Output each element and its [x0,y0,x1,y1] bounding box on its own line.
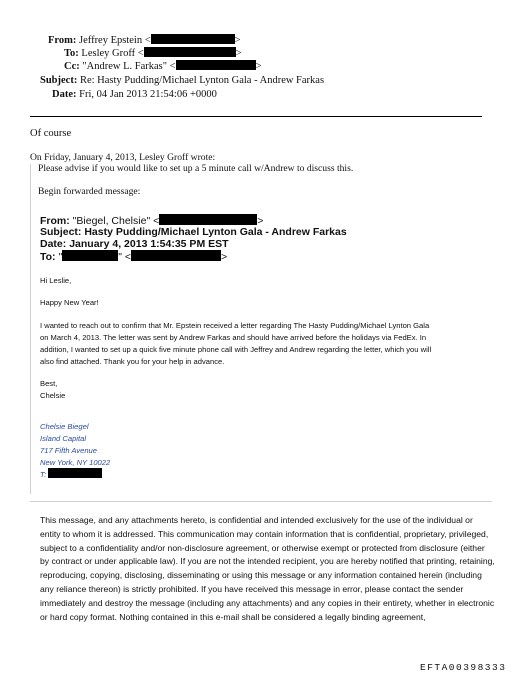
fwd-date-value: January 4, 2013 1:54:35 PM EST [69,238,229,250]
fwd-date [40,238,229,250]
new-year-line: Happy New Year! [40,298,99,307]
signature-phone [40,468,102,481]
fwd-from: From: "Biegel, Chelsie" < > [40,215,264,227]
to-value: Lesley Groff < [81,48,144,59]
header-subject [40,74,324,88]
from-label: From: [48,35,77,46]
subject-value: Re: Hasty Pudding/Michael Lynton Gala - Andrew Farkas [79,75,325,86]
quote-line: Please advise if you would like to set up a 5 minute call w/Andrew to discuss this. [38,163,354,174]
cc-value: "Andrew L. Farkas" < [82,61,176,72]
paragraph-line: also find attached. Thank you for your help in advance. [40,357,225,366]
bates-number: EFTA00398333 [420,662,507,673]
quote-intro: On Friday, January 4, 2013, Lesley Groff wrote: [30,152,216,163]
redaction-box [48,468,102,478]
fwd-subject-value: Hasty Pudding/Michael Lynton Gala - Andrew Farkas [84,226,347,238]
signature-address2: New York, NY 10022 [40,458,111,467]
date-value: Fri, 04 Jan 2013 21:54:06 +0000 [79,89,217,100]
signature-company: Island Capital [40,434,87,443]
redaction-box [62,250,118,261]
phone-label: T: [40,470,47,479]
paragraph-line: addition, I wanted to set up a quick five minute phone call with Jeffrey and Andrew regarding the letter, which you will [40,345,432,354]
fwd-subject [40,226,347,238]
cc-label: Cc: [64,61,80,72]
fwd-from-label: From: [40,215,70,227]
redaction-box [131,250,221,261]
redaction-box [176,60,256,70]
sender-name: Chelsie [40,391,66,400]
begin-forwarded: Begin forwarded message: [38,186,141,197]
closing: Best, [40,379,58,388]
date-label: Date: [52,89,77,100]
header-to: To: Lesley Groff < > [64,48,242,59]
disclaimer-divider [30,501,492,502]
paragraph-line: on March 4, 2013. The letter was sent by Andrew Farkas and should have arrived before the holidays via FedEx. In [40,333,427,342]
paragraph-line: I wanted to reach out to confirm that Mr. Epstein received a letter regarding The Hasty Pudding/Michael Lynton Gala [40,321,430,330]
fwd-date-label: Date: [40,238,67,250]
greeting: Hi Leslie, [40,276,72,285]
redaction-box [151,34,235,44]
fwd-to-label: To: [40,251,56,263]
disclaimer-text: This message, and any attachments hereto, is confidential and intended exclusively for the use of the individual or entity to whom it is addressed. This communication may contain information that is confidential, proprietary, privileged, subject to a confidentiality and/or non-disclosure agreement, or otherwise exempt or protected from disclosure (either by contract or under applicable law). If you are not the intended recipient, you are hereby notified that printing, retaining, reproducing, copying, disclosing, disseminating or using this message or any information contained herein (including any reliance thereon) is strictly prohibited. If you have received this message in error, please contact the sender immediately and destroy the message (including any attachments) and any copies in their entirety, whether in electronic or hard copy format. Nothing contained in this e-mail shall be considered a legally binding agreement, [40,515,495,622]
fwd-subject-label: Subject: [40,226,82,238]
reply-text: Of course [30,128,72,139]
to-label: To: [64,48,79,59]
subject-label: Subject: [40,75,78,86]
quote-bar [30,164,31,494]
from-value: Jeffrey Epstein < [79,35,151,46]
signature-address1: 717 Fifth Avenue [40,446,97,455]
header-divider [30,116,482,117]
header-date [52,88,217,102]
fwd-from-value: "Biegel, Chelsie" < [72,215,160,227]
redaction-box [159,214,257,225]
header-cc: Cc: "Andrew L. Farkas" < > [64,61,262,72]
redaction-box [144,47,236,57]
signature-name: Chelsie Biegel [40,422,89,431]
header-from: From: Jeffrey Epstein < > [48,35,241,46]
fwd-to: To: " " < > [40,251,228,263]
